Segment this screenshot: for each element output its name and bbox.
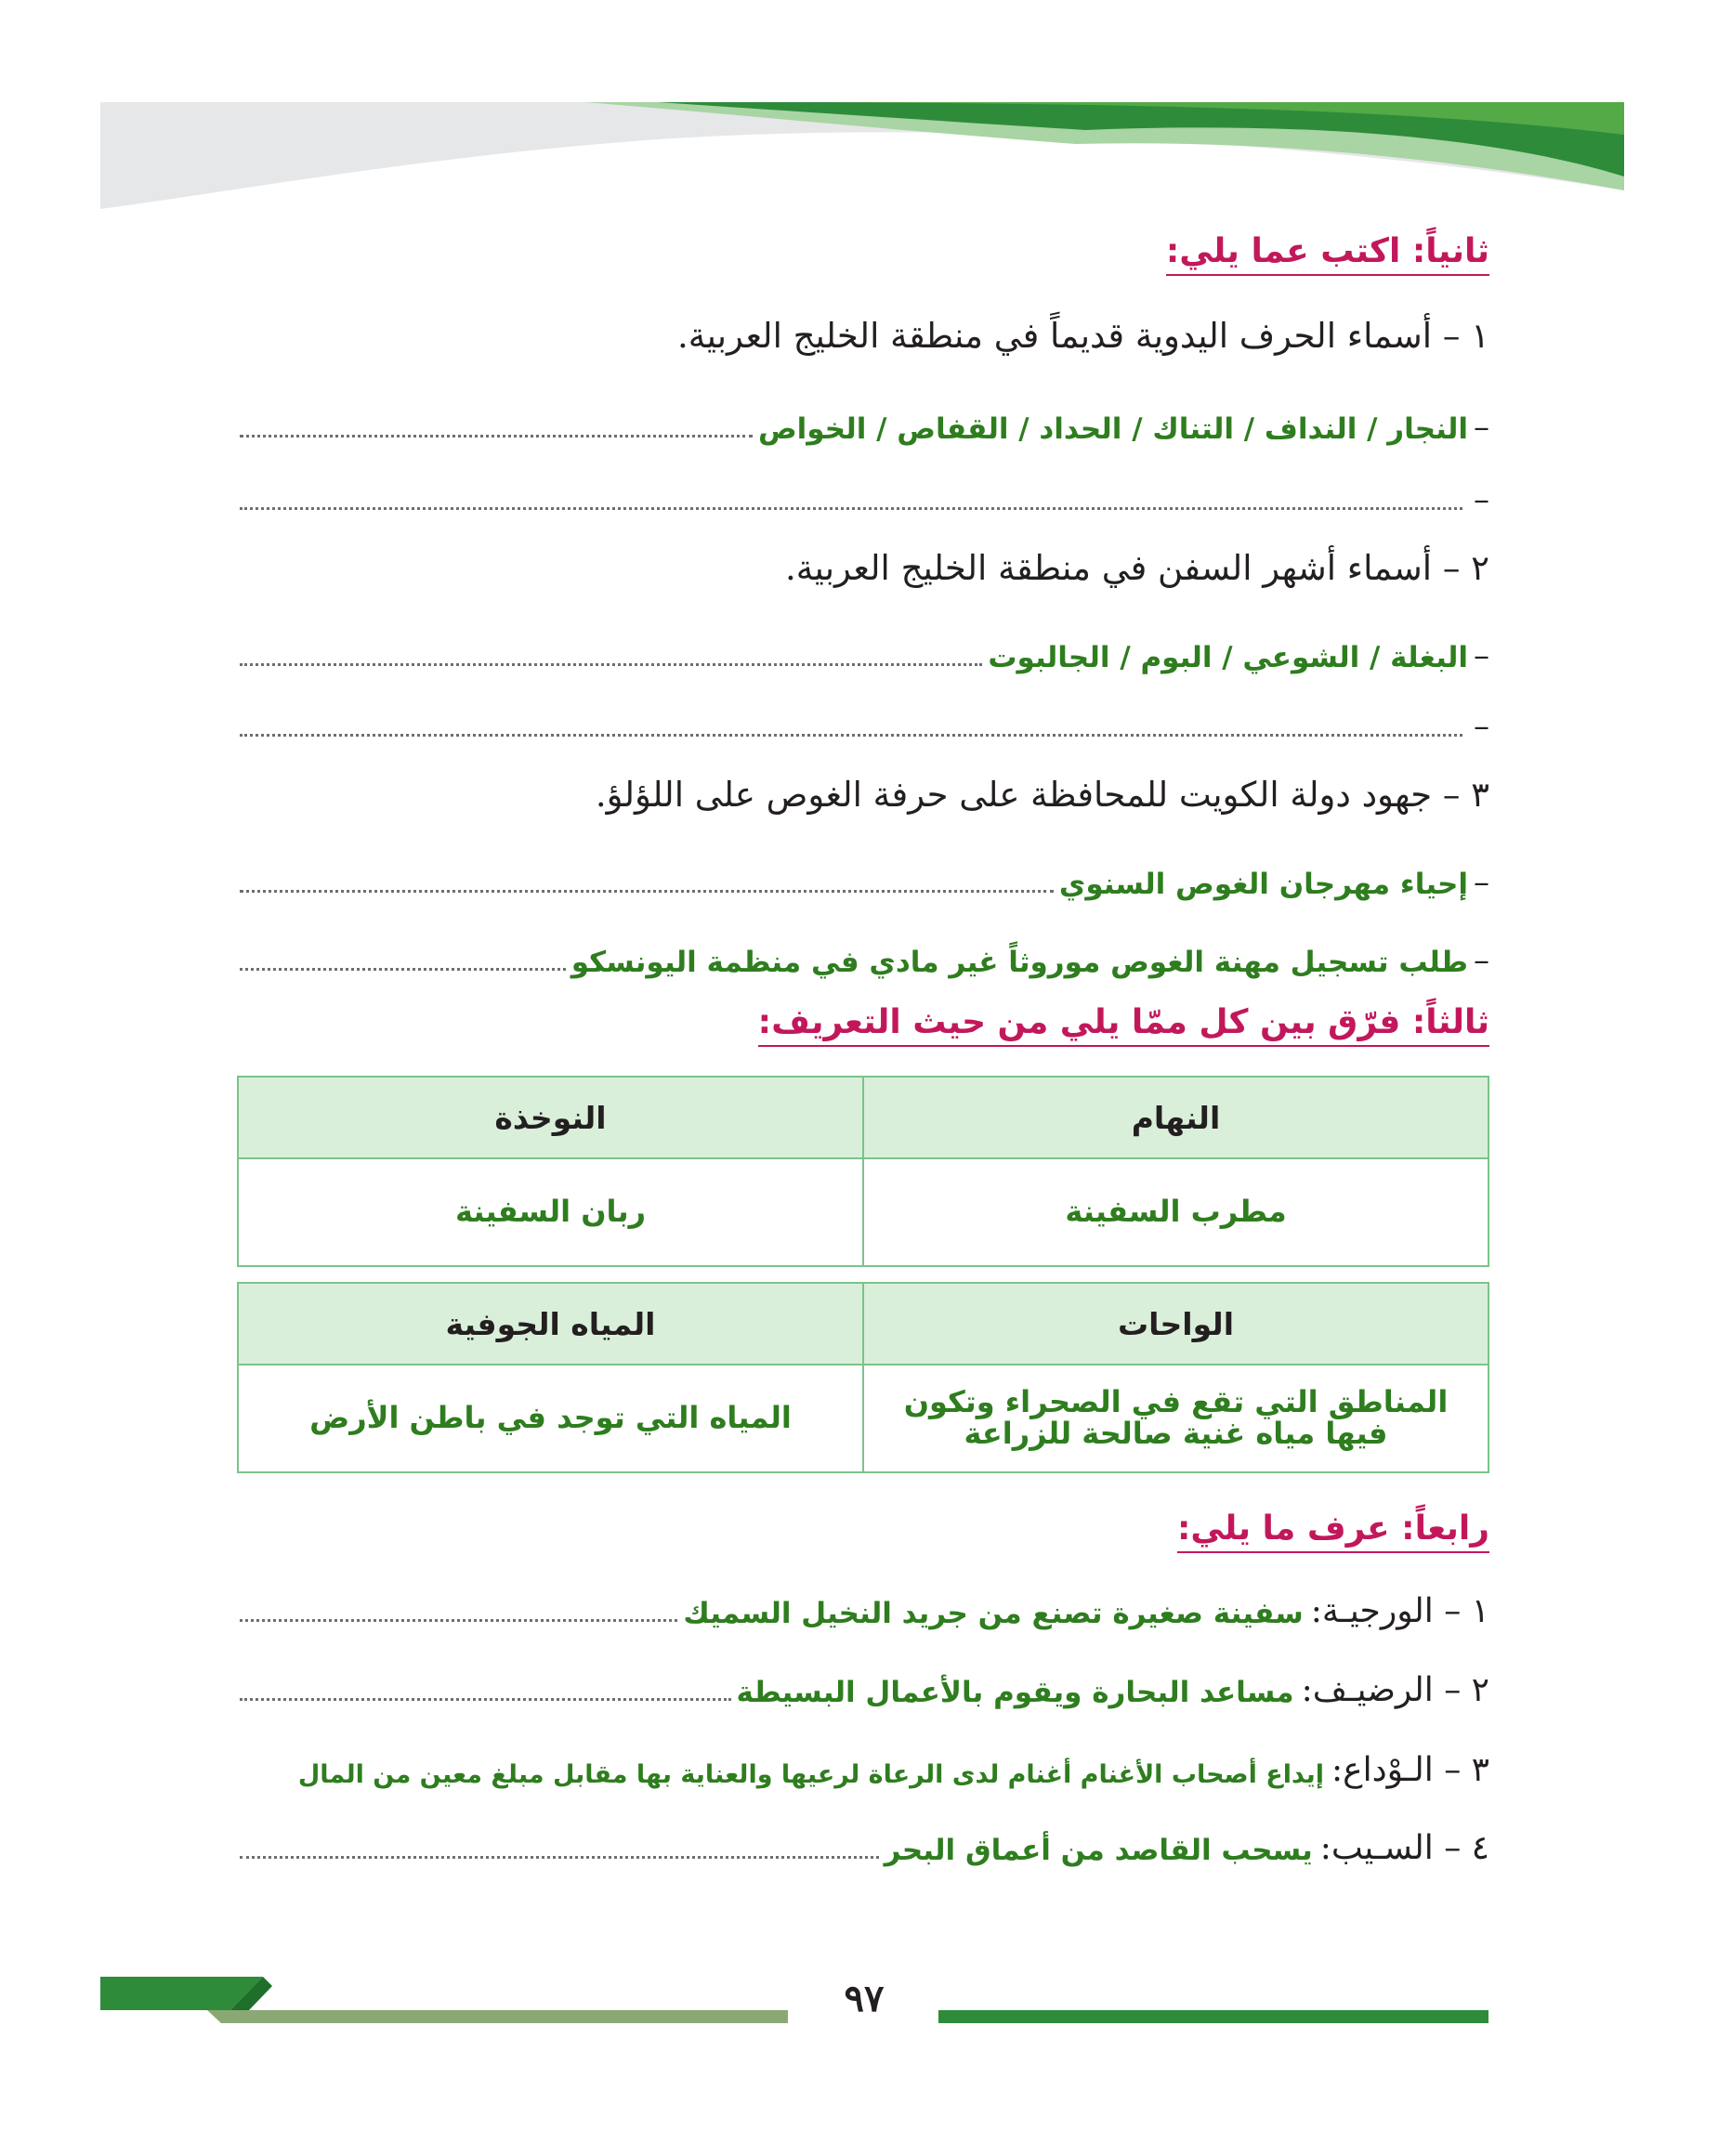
- dotted-line: [240, 1697, 731, 1701]
- dotted-line: [240, 889, 1054, 893]
- answer-text: إيداع أصحاب الأغنام أغنام لدى الرعاة لرعيها والعناية بها مقابل مبلغ معين من المال: [297, 1760, 1324, 1789]
- answer-line-2b: [240, 699, 1489, 745]
- footer-decoration-right: [938, 2010, 1488, 2023]
- answer-text: يسحب القاصد من أعماق البحر: [884, 1834, 1313, 1867]
- table-cell: ربان السفينة: [238, 1158, 863, 1266]
- page-number: ٩٧: [844, 1977, 885, 2020]
- footer-decoration-left: [100, 1977, 788, 2023]
- answer-line-1a: [240, 399, 1489, 446]
- term-label: ١ – الورجيـة:: [1310, 1592, 1489, 1630]
- question-3: ٣ – جهود دولة الكويت للمحافظة على حرفة الغوص على اللؤلؤ.: [595, 775, 1489, 815]
- table-header: النوخذة: [238, 1077, 863, 1158]
- dash: –: [1474, 409, 1489, 446]
- dotted-line: [240, 434, 753, 438]
- definitions-table-1: [237, 1076, 1489, 1267]
- header-decoration: [100, 102, 1624, 209]
- dash: –: [1474, 942, 1489, 979]
- table-header: الواحات: [863, 1283, 1488, 1365]
- dash: –: [1474, 481, 1489, 518]
- term-label: ٣ – الـوْداع:: [1331, 1751, 1489, 1789]
- dotted-line: [240, 1855, 879, 1859]
- section-heading-difference: ثالثاً: فرّق بين كل ممّا يلي من حيث التعريف:: [758, 1003, 1489, 1047]
- table-cell: مطرب السفينة: [863, 1158, 1488, 1266]
- term-label: ٢ – الرضيـف:: [1301, 1671, 1489, 1709]
- definition-line-1: [240, 1584, 1489, 1630]
- answer-text: طلب تسجيل مهنة الغوص موروثاً غير مادي في منظمة اليونسكو: [570, 946, 1468, 979]
- table-cell: المناطق التي تقع في الصحراء وتكون فيها مياه غنية صالحة للزراعة: [863, 1365, 1488, 1472]
- dotted-line: [240, 967, 566, 971]
- section-heading-writing: ثانياً: اكتب عما يلي:: [1166, 232, 1489, 276]
- answer-text: سفينة صغيرة تصنع من جريد النخيل السميك: [683, 1597, 1304, 1630]
- answer-line-3b: [240, 933, 1489, 979]
- dotted-line: [240, 506, 1462, 510]
- table-cell: المياه التي توجد في باطن الأرض: [238, 1365, 863, 1472]
- term-label: ٤ – السـيب:: [1319, 1829, 1489, 1867]
- answer-line-2a: [240, 628, 1489, 674]
- dash: –: [1474, 708, 1489, 745]
- question-2: ٢ – أسماء أشهر السفن في منطقة الخليج العربية.: [784, 548, 1489, 588]
- definitions-table-2: [237, 1282, 1489, 1473]
- question-1: ١ – أسماء الحرف اليدوية قديماً في منطقة الخليج العربية.: [676, 316, 1489, 356]
- dotted-line: [240, 662, 982, 666]
- section-heading-define: رابعاً: عرف ما يلي:: [1177, 1509, 1489, 1553]
- dotted-line: [240, 733, 1462, 737]
- dotted-line: [240, 1618, 677, 1622]
- definition-line-3: [177, 1743, 1489, 1789]
- table-header: المياه الجوفية: [238, 1283, 863, 1365]
- answer-text: البغلة / الشوعي / البوم / الجالبوت: [988, 641, 1468, 674]
- table-header: النهام: [863, 1077, 1488, 1158]
- dash: –: [1474, 864, 1489, 901]
- definition-line-2: [240, 1663, 1489, 1709]
- definition-line-4: [240, 1821, 1489, 1867]
- answer-line-1b: [240, 472, 1489, 518]
- answer-text: مساعد البحارة ويقوم بالأعمال البسيطة: [736, 1676, 1294, 1709]
- answer-text: إحياء مهرجان الغوص السنوي: [1058, 868, 1468, 901]
- dash: –: [1474, 637, 1489, 674]
- answer-line-3a: [240, 855, 1489, 901]
- answer-text: النجار / النداف / التناك / الحداد / القفاص / الخواص: [757, 412, 1468, 446]
